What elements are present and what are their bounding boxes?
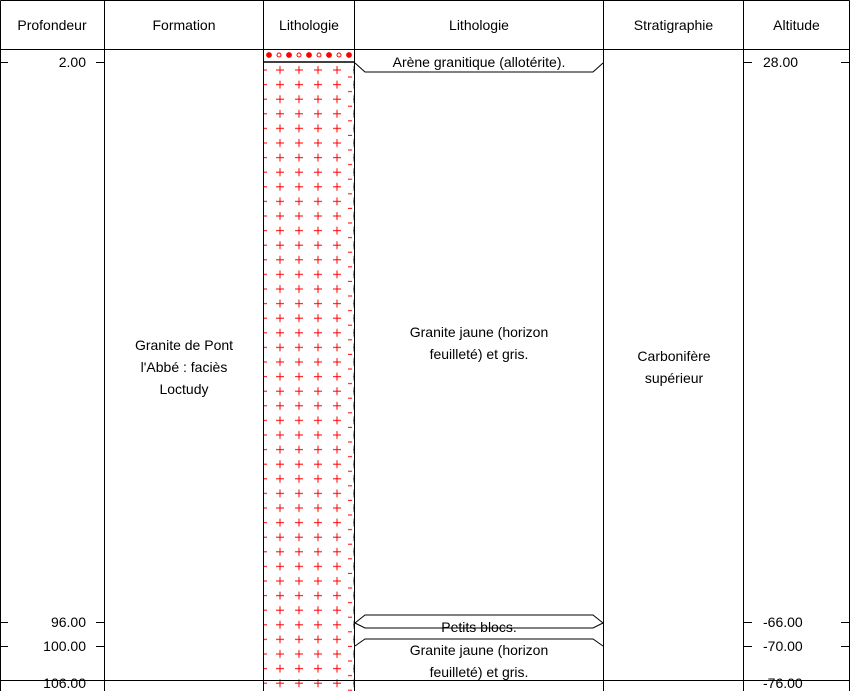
header-altitude: Altitude xyxy=(773,16,820,33)
stratigraphie-label: Carbonifère supérieur xyxy=(637,348,711,386)
altitude-label: -66.00 xyxy=(763,614,803,630)
lithology-pattern xyxy=(264,53,354,691)
layer-description: Petits blocs. xyxy=(441,619,517,635)
depth-label: 106.00 xyxy=(43,675,86,691)
depth-label: 96.00 xyxy=(50,614,86,630)
layer-description: Granite jaune (horizon feuilleté) et gris. xyxy=(409,642,549,680)
header-formation: Formation xyxy=(152,16,216,33)
header-lithologie-pattern: Lithologie xyxy=(279,16,339,33)
header-stratigraphie: Stratigraphie xyxy=(633,16,714,33)
formation-label: Granite de Pont l'Abbé : faciès Loctudy xyxy=(134,337,234,397)
layer-description: Granite jaune (horizon feuilleté) et gris. xyxy=(409,324,549,362)
pattern-granite-upper xyxy=(264,63,354,620)
header-profondeur: Profondeur xyxy=(17,16,87,33)
header-lithologie-description: Lithologie xyxy=(449,16,509,33)
pattern-arene-dots xyxy=(267,53,352,58)
layer-description: Arène granitique (allotérite). xyxy=(392,54,566,70)
altitude-label: -70.00 xyxy=(763,638,803,654)
altitude-label: -76.00 xyxy=(763,675,803,691)
altitude-label: 28.00 xyxy=(763,54,799,70)
depth-label: 2.00 xyxy=(58,54,86,70)
depth-label: 100.00 xyxy=(43,638,86,654)
